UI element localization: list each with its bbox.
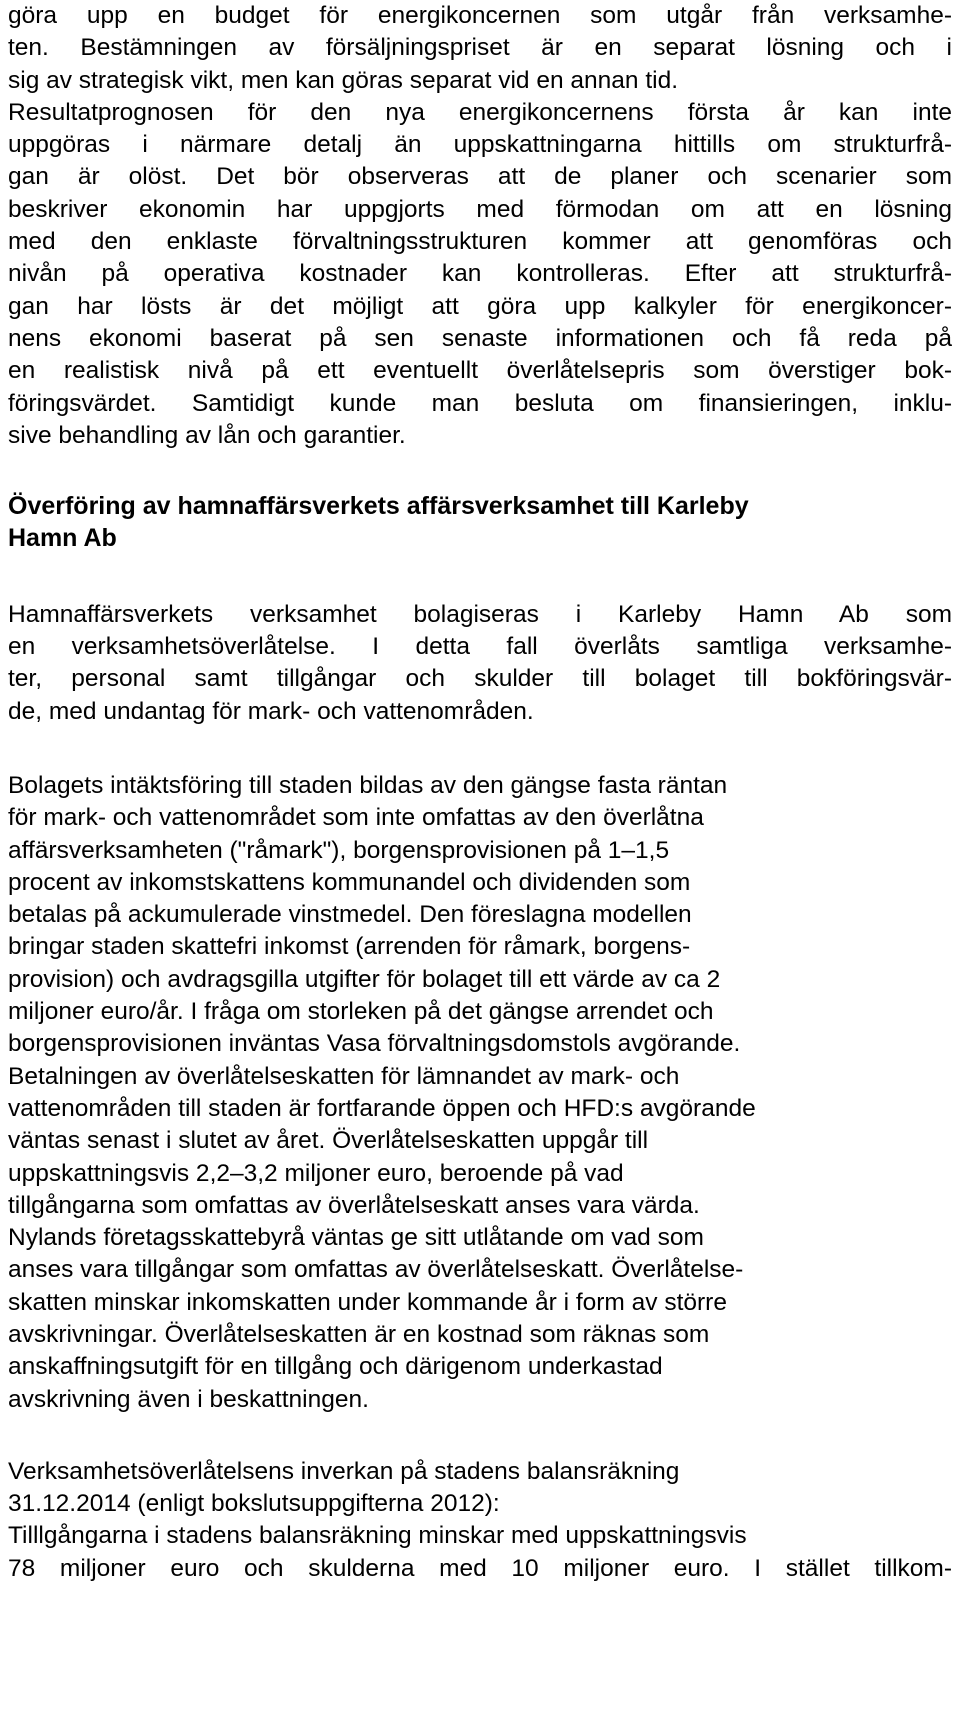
paragraph-budget [8, 0, 952, 452]
text-line: borgensprovisionen inväntas Vasa förvaltningsdomstols avgörande. [8, 1030, 741, 1058]
text-line: föringsvärdet. Samtidigt kunde man besluta om finansieringen, inklu- [8, 389, 952, 417]
text-line: Resultatprognosen för den nya energikoncernens första år kan inte [8, 98, 952, 126]
text-line: Tilllgångarna i stadens balansräkning minskar med uppskattningsvis [8, 1522, 747, 1550]
text-line: Verksamhetsöverlåtelsens inverkan på stadens balansräkning [8, 1457, 680, 1485]
paragraph-spacer [8, 1416, 952, 1456]
text-line: en verksamhetsöverlåtelse. I detta fall överlåts samtliga verksamhe- [8, 633, 952, 661]
heading-line: Hamn Ab [8, 524, 117, 553]
text-line: vattenområden till staden är fortfarande öppen och HFD:s avgörande [8, 1094, 756, 1122]
text-line: väntas senast i slutet av året. Överlåtelseskatten uppgår till [8, 1127, 649, 1155]
text-line: sig av strategisk vikt, men kan göras separat vid en annan tid. [8, 66, 679, 94]
text-line: ten. Bestämningen av försäljningspriset är en separat lösning och i [8, 34, 952, 62]
heading-line: Överföring av hamnaffärsverkets affärsverksamhet till Karleby [8, 492, 749, 521]
section-heading [8, 490, 952, 555]
text-line: avskrivning även i beskattningen. [8, 1385, 369, 1413]
text-line: nens ekonomi baserat på sen senaste informationen och få reda på [8, 324, 952, 352]
text-line: Nylands företagsskattebyrå väntas ge sitt utlåtande om vad som [8, 1224, 704, 1252]
text-line: med den enklaste förvaltningsstrukturen kommer att genomföras och [8, 228, 952, 256]
text-line: affärsverksamheten ("råmark"), borgensprovisionen på 1–1,5 [8, 836, 670, 864]
text-line: ter, personal samt tillgångar och skulder till bolaget till bokföringsvär- [8, 665, 952, 693]
text-line: gan har lösts är det möjligt att göra upp kalkyler för energikoncer- [8, 292, 952, 320]
text-line: nivån på operativa kostnader kan kontrolleras. Efter att strukturfrå- [8, 260, 952, 288]
paragraph-bolagisering [8, 599, 952, 728]
text-line: de, med undantag för mark- och vattenområden. [8, 697, 534, 725]
text-line: Hamnaffärsverkets verksamhet bolagiseras i Karleby Hamn Ab som [8, 600, 952, 628]
text-line: betalas på ackumulerade vinstmedel. Den föreslagna modellen [8, 901, 692, 929]
text-line: avskrivningar. Överlåtelseskatten är en kostnad som räknas som [8, 1320, 710, 1348]
text-line: bringar staden skattefri inkomst (arrenden för råmark, borgens- [8, 933, 691, 961]
paragraph-spacer [8, 452, 952, 490]
text-line: 78 miljoner euro och skulderna med 10 miljoner euro. I stället tillkom- [8, 1554, 952, 1582]
text-line: 31.12.2014 (enligt bokslutsuppgifterna 2012): [8, 1490, 500, 1518]
text-line: beskriver ekonomin har uppgjorts med förmodan om att en lösning [8, 195, 952, 223]
text-line: uppgöras i närmare detalj än uppskattningarna hittills om strukturfrå- [8, 131, 952, 159]
text-line: Bolagets intäktsföring till staden bildas av den gängse fasta räntan [8, 771, 728, 799]
text-line: procent av inkomstskattens kommunandel och dividenden som [8, 868, 691, 896]
text-line: Betalningen av överlåtelseskatten för lämnandet av mark- och [8, 1062, 680, 1090]
text-line: uppskattningsvis 2,2–3,2 miljoner euro, beroende på vad [8, 1159, 624, 1187]
text-line: en realistisk nivå på ett eventuellt överlåtelsepris som överstiger bok- [8, 357, 952, 385]
text-line: gan är olöst. Det bör observeras att de planer och scenarier som [8, 163, 952, 191]
text-line: skatten minskar inkomskatten under kommande år i form av större [8, 1288, 727, 1316]
paragraph-intaktsforing [8, 770, 952, 1416]
text-line: sive behandling av lån och garantier. [8, 421, 406, 449]
text-line: anskaffningsutgift för en tillgång och därigenom underkastad [8, 1353, 663, 1381]
paragraph-spacer [8, 728, 952, 770]
paragraph-spacer [8, 555, 952, 599]
text-line: göra upp en budget för energikoncernen som utgår från verksamhe- [8, 2, 952, 29]
paragraph-balansrakning [8, 1456, 952, 1585]
text-line: tillgångarna som omfattas av överlåtelseskatt anses vara värda. [8, 1191, 700, 1219]
text-line: provision) och avdragsgilla utgifter för bolaget till ett värde av ca 2 [8, 965, 721, 993]
text-line: anses vara tillgångar som omfattas av överlåtelseskatt. Överlåtelse- [8, 1256, 744, 1284]
text-line: miljoner euro/år. I fråga om storleken på det gängse arrendet och [8, 998, 714, 1026]
text-line: för mark- och vattenområdet som inte omfattas av den överlåtna [8, 804, 704, 832]
